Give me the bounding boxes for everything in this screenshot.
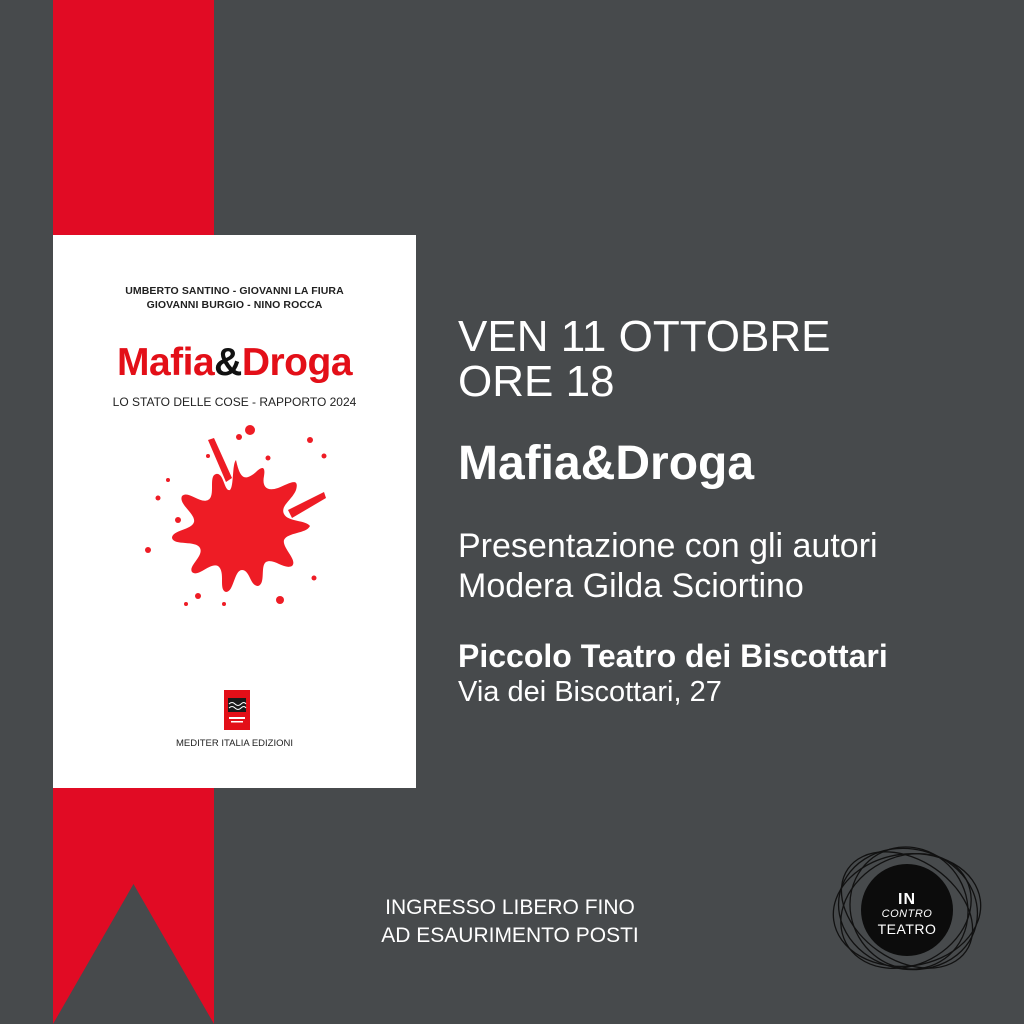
event-date: VEN 11 OTTOBRE <box>458 312 831 361</box>
book-title-part2: Droga <box>241 341 353 384</box>
book-authors-line1: UMBERTO SANTINO - GIOVANNI LA FIURA <box>125 285 344 297</box>
publisher-logo-icon <box>224 690 250 730</box>
event-time: ORE 18 <box>458 357 615 406</box>
paint-splash-icon <box>138 420 333 610</box>
event-address: Via dei Biscottari, 27 <box>458 676 722 708</box>
event-description-line2: Modera Gilda Sciortino <box>458 567 804 605</box>
event-description-line1: Presentazione con gli autori <box>458 527 878 565</box>
logo-teatro-text: TEATRO <box>877 921 937 937</box>
entry-note-line2: AD ESAURIMENTO POSTI <box>381 924 639 947</box>
book-cover <box>53 235 416 788</box>
logo-contro-text: CONTRO <box>881 908 933 920</box>
entry-note-line1: INGRESSO LIBERO FINO <box>385 896 635 919</box>
book-title-amp: & <box>214 341 242 384</box>
book-authors-line2: GIOVANNI BURGIO - NINO ROCCA <box>146 299 323 311</box>
book-subtitle: LO STATO DELLE COSE - RAPPORTO 2024 <box>112 395 357 409</box>
logo-in-text: IN <box>898 891 916 908</box>
incontro-teatro-logo <box>826 846 988 974</box>
event-title: Mafia&Droga <box>458 437 755 490</box>
book-title-part1: Mafia <box>116 341 215 384</box>
event-venue: Piccolo Teatro dei Biscottari <box>458 638 888 674</box>
book-title <box>53 341 416 385</box>
book-publisher: MEDITER ITALIA EDIZIONI <box>175 738 293 749</box>
